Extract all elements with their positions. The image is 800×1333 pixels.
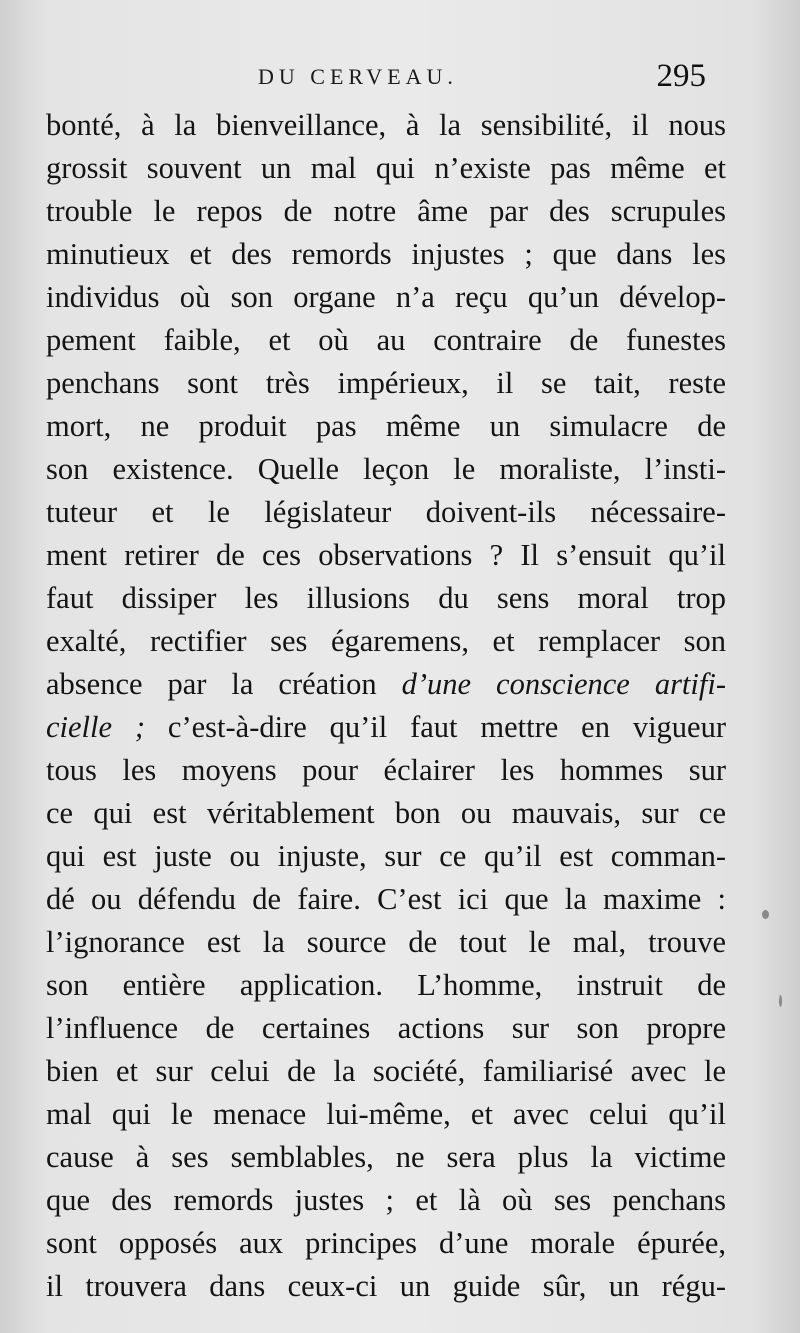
page-header: [0, 58, 800, 98]
text-line: penchans sont très impérieux, il se tait, reste: [46, 366, 726, 400]
paper-speck: [779, 995, 782, 1007]
text-line: il trouvera dans ceux-ci un guide sûr, un régu-: [46, 1269, 726, 1303]
text-line: dé ou défendu de faire. C’est ici que la maxime :: [46, 882, 726, 916]
page-number: 295: [656, 58, 706, 94]
text-line: grossit souvent un mal qui n’existe pas même et: [46, 151, 726, 185]
text-line: bien et sur celui de la société, familiarisé avec le: [46, 1054, 726, 1088]
text-line: [46, 706, 726, 749]
text-line: ce qui est véritablement bon ou mauvais, sur ce: [46, 796, 726, 830]
text-line: bonté, à la bienveillance, à la sensibilité, il nous: [46, 108, 726, 142]
text-line: pement faible, et où au contraire de funestes: [46, 323, 726, 357]
text-line: l’influence de certaines actions sur son propre: [46, 1011, 726, 1045]
text-line: minutieux et des remords injustes ; que dans les: [46, 237, 726, 271]
text-line: mort, ne produit pas même un simulacre de: [46, 409, 726, 443]
italic-segment: cielle ;: [46, 710, 146, 744]
text-line: exalté, rectifier ses égaremens, et remplacer son: [46, 624, 726, 658]
text-line: cause à ses semblables, ne sera plus la victime: [46, 1140, 726, 1174]
paper-speck: [762, 910, 769, 919]
text-line: faut dissiper les illusions du sens moral trop: [46, 581, 726, 615]
text-line: tuteur et le législateur doivent-ils nécessaire-: [46, 495, 726, 529]
italic-segment: d’une conscience artifi-: [401, 667, 726, 701]
body-text: [46, 104, 726, 1308]
text-segment: c’est-à-dire qu’il faut mettre en vigueur: [145, 710, 726, 744]
text-line: l’ignorance est la source de tout le mal, trouve: [46, 925, 726, 959]
text-line: sont opposés aux principes d’une morale épurée,: [46, 1226, 726, 1260]
text-line: individus où son organe n’a reçu qu’un dévelop-: [46, 280, 726, 314]
text-line: que des remords justes ; et là où ses penchans: [46, 1183, 726, 1217]
text-segment: absence par la création: [46, 667, 402, 701]
running-title: DU CERVEAU.: [258, 64, 458, 89]
text-line: son entière application. L’homme, instruit de: [46, 968, 726, 1002]
text-line: son existence. Quelle leçon le moraliste, l’insti-: [46, 452, 726, 486]
text-line: trouble le repos de notre âme par des scrupules: [46, 194, 726, 228]
text-line: ment retirer de ces observations ? Il s’ensuit qu’il: [46, 538, 726, 572]
text-line: mal qui le menace lui-même, et avec celui qu’il: [46, 1097, 726, 1131]
text-line: tous les moyens pour éclairer les hommes sur: [46, 753, 726, 787]
text-line: qui est juste ou injuste, sur ce qu’il est comman-: [46, 839, 726, 873]
text-line: [46, 663, 726, 706]
